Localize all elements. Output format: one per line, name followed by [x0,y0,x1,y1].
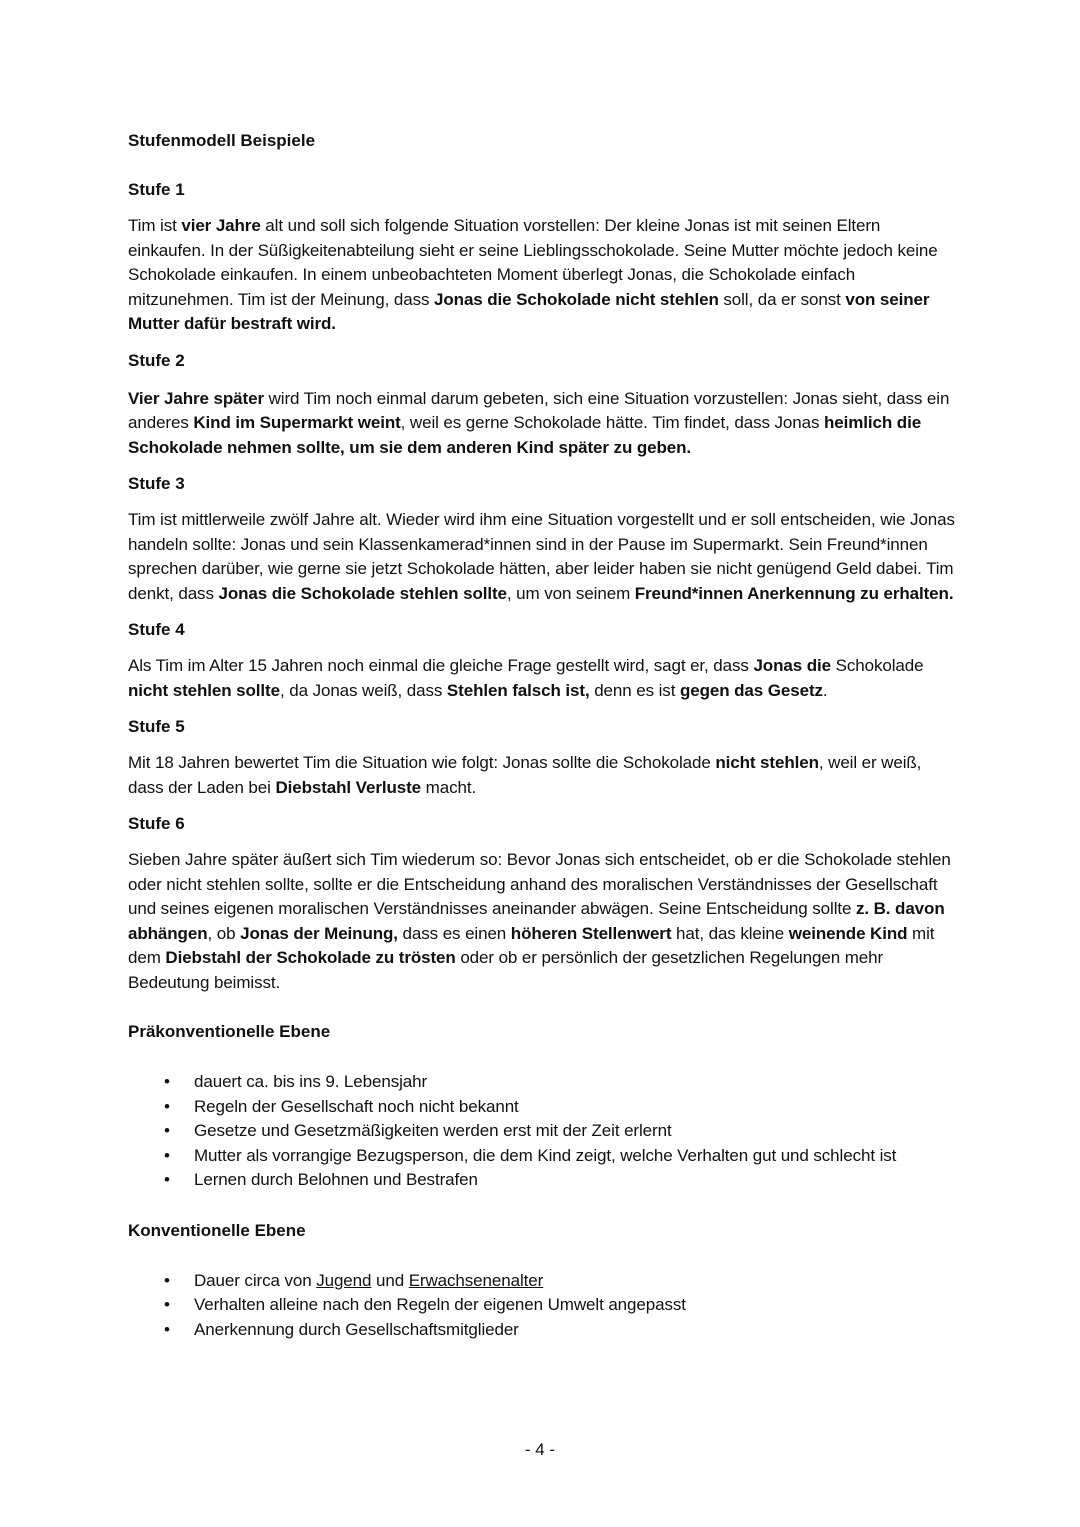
document-title: Stufenmodell Beispiele [128,131,316,150]
list-item-text: Regeln der Gesellschaft noch nicht bekannt [194,1096,519,1116]
stage-paragraph: Tim ist vier Jahre alt und soll sich folgende Situation vorstellen: Der kleine Jonas ist mit seinen Eltern einkaufen. In der Süßigkeitenabteilung sieht er seine Lieblingsschokolade. Seine Mutter möchte jedoch keine Schokolade einkaufen. In einem unbeobachteten Moment überlegt Jonas, die Schokolade einfach mitzunehmen. Tim ist der Meinung, dass Jonas die Schokolade nicht stehlen soll, da er sonst von seiner Mutter dafür bestraft wird. [128,216,938,333]
list-item-text: Verhalten alleine nach den Regeln der eigenen Umwelt angepasst [194,1295,686,1314]
list-item-text: Dauer circa von Jugend und Erwachsenenalter [194,1270,544,1290]
bullet-icon: • [164,1295,170,1314]
bullet-icon: • [164,1121,170,1140]
stage-paragraph: Tim ist mittlerweile zwölf Jahre alt. Wieder wird ihm eine Situation vorgestellt und er soll entscheiden, wie Jonas handeln sollte: Jonas und sein Klassenkamerad*innen sind in der Pause im Supermarkt. Sein Freund*innen sprechen darüber, wie gerne sie jetzt Schokolade hätten, aber leider haben sie nicht genügend Geld dabei. Tim denkt, dass Jonas die Schokolade stehlen sollte, um von seinem Freund*innen Anerkennung zu erhalten. [128,510,955,603]
bullet-list [128,1269,958,1343]
list-item [128,1293,958,1318]
list-item-text: Lernen durch Belohnen und Bestrafen [194,1170,478,1189]
stage-section [128,179,958,337]
bullet-icon: • [164,1270,170,1290]
bullet-icon: • [164,1170,170,1189]
list-item-text: dauert ca. bis ins 9. Lebensjahr [194,1072,428,1091]
stage-section [128,619,958,703]
bullet-list [128,1070,958,1193]
stage-heading: Stufe 2 [128,350,185,370]
stage-heading: Stufe 6 [128,814,185,833]
level-heading: Präkonventionelle Ebene [128,1022,331,1041]
page-number: - 4 - [524,1440,556,1459]
stage-paragraph: Als Tim im Alter 15 Jahren noch einmal die gleiche Frage gestellt wird, sagt er, dass Jonas die Schokolade nicht stehlen sollte, da Jonas weiß, dass Stehlen falsch ist, denn es ist gegen das Gesetz. [128,656,924,700]
bullet-icon: • [164,1319,170,1339]
stage-section [128,716,958,800]
stage-section [128,473,958,606]
stage-heading: Stufe 4 [128,620,185,639]
document-page [128,130,958,1342]
list-item [128,1070,958,1095]
list-item [128,1119,958,1144]
bullet-icon: • [164,1096,170,1116]
level-heading: Konventionelle Ebene [128,1220,306,1240]
list-item [128,1318,958,1343]
stage-paragraph: Sieben Jahre später äußert sich Tim wiederum so: Bevor Jonas sich entscheidet, ob er die Schokolade stehlen oder nicht stehlen sollte, sollte er die Entscheidung anhand des moralischen Verständnisses der Gesellschaft und seines eigenen moralischen Verständnisses aneinander abwägen. Seine Entscheidung sollte z. B. davon abhängen, ob Jonas der Meinung, dass es einen höheren Stellenwert hat, das kleine weinende Kind mit dem Diebstahl der Schokolade zu trösten oder ob er persönlich der gesetzlichen Regelungen mehr Bedeutung beimisst. [128,850,951,992]
list-item [128,1269,958,1294]
stage-heading: Stufe 5 [128,717,185,736]
bullet-icon: • [164,1072,170,1091]
bullet-icon: • [164,1145,170,1165]
stage-paragraph: Mit 18 Jahren bewertet Tim die Situation wie folgt: Jonas sollte die Schokolade nicht stehlen, weil er weiß, dass der Laden bei Diebstahl Verluste macht. [128,753,922,797]
stage-heading: Stufe 3 [128,474,185,493]
list-item-text: Mutter als vorrangige Bezugsperson, die dem Kind zeigt, welche Verhalten gut und schlecht ist [194,1145,897,1165]
stage-section [128,350,958,461]
stage-section [128,813,958,995]
stage-paragraph: Vier Jahre später wird Tim noch einmal darum gebeten, sich eine Situation vorzustellen: Jonas sieht, dass ein anderes Kind im Supermarkt weint, weil es gerne Schokolade hätte. Tim findet, dass Jonas heimlich die Schokolade nehmen sollte, um sie dem anderen Kind später zu geben. [128,388,950,457]
list-item [128,1168,958,1193]
level-section-preconventional [128,1021,958,1193]
list-item [128,1144,958,1169]
list-item [128,1095,958,1120]
level-section-conventional [128,1220,958,1343]
list-item-text: Gesetze und Gesetzmäßigkeiten werden erst mit der Zeit erlernt [194,1121,672,1140]
stage-heading: Stufe 1 [128,180,185,199]
list-item-text: Anerkennung durch Gesellschaftsmitglieder [194,1319,519,1339]
